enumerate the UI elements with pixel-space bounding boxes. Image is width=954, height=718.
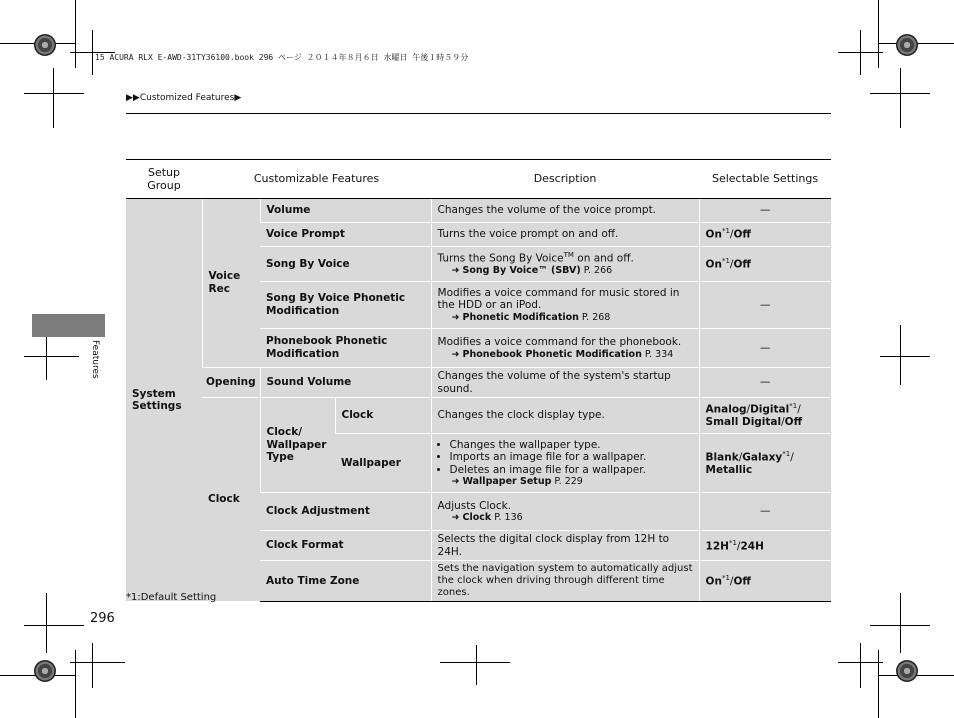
header-selectable-settings: Selectable Settings <box>699 160 831 199</box>
table-row <box>126 398 831 434</box>
crop-mark <box>860 30 861 75</box>
crop-mark <box>880 356 930 357</box>
setting-separator: / <box>797 403 801 416</box>
feature-song-by-voice: Song By Voice <box>260 247 431 282</box>
settings-clock-format <box>699 531 831 561</box>
setting-option: On <box>705 258 722 271</box>
table-header-row <box>126 160 831 199</box>
list-item: • Changes the wallpaper type. <box>450 439 693 452</box>
setting-option: Small Digital <box>705 416 782 429</box>
setting-separator: / <box>746 403 751 416</box>
registration-ball-icon <box>34 660 56 682</box>
footnote-marker: *1 <box>728 538 737 547</box>
header-customizable-features: Customizable Features <box>202 160 431 199</box>
description-phonebook-phonetic <box>431 329 699 368</box>
feature-song-phonetic: Song By Voice Phonetic Modification <box>260 282 431 329</box>
setting-option: Off <box>733 575 751 588</box>
description-clock-adjustment <box>431 493 699 531</box>
registration-ball-icon <box>896 660 918 682</box>
setting-option: 24H <box>740 540 764 553</box>
reference-link[interactable]: Wallpaper Setup <box>462 476 552 488</box>
crop-mark <box>53 68 54 128</box>
footnote-marker: *1 <box>789 402 798 411</box>
setting-separator: / <box>736 540 741 553</box>
description-text: Turns the Song By Voice <box>437 252 564 265</box>
settings-song-by-voice <box>699 247 831 282</box>
crop-mark <box>70 662 125 663</box>
settings-phonebook-phonetic: — <box>699 329 831 368</box>
setting-option: On <box>705 228 722 241</box>
crop-mark <box>46 593 47 653</box>
reference-arrow-icon: ➜ <box>451 311 460 323</box>
file-header: 15 ACURA RLX E-AWD-31TY36100.book 296 ページ ２０１４年８月６日 水曜日 午後１時５９分 <box>95 53 469 62</box>
settings-volume: — <box>699 199 831 223</box>
list-item: • Imports an image file for a wallpaper. <box>450 451 693 464</box>
subgroup-voice-rec: Voice Rec <box>202 199 260 368</box>
settings-voice-prompt <box>699 223 831 247</box>
cross-reference <box>452 476 693 487</box>
reference-page: P. 266 <box>580 265 613 277</box>
page-number: 296 <box>90 611 115 626</box>
footnote-marker: *1 <box>721 574 730 583</box>
description-text: Modifies a voice command for music stored in the HDD or an iPod. <box>437 286 680 312</box>
header-description: Description <box>431 160 699 199</box>
setting-option: Digital <box>750 403 790 416</box>
breadcrumb-prefix: ▶▶ <box>126 93 140 103</box>
setting-option: Blank <box>705 451 739 464</box>
settings-clock-adjustment: — <box>699 493 831 531</box>
list-item: • Deletes an image file for a wallpaper. <box>450 464 693 477</box>
description-song-phonetic <box>431 282 699 329</box>
crop-mark <box>440 662 510 663</box>
reference-arrow-icon: ➜ <box>451 265 460 277</box>
crop-mark <box>24 356 79 357</box>
setting-option: Off <box>784 416 803 429</box>
crop-mark <box>92 30 93 75</box>
cross-reference <box>452 512 693 523</box>
setting-separator: / <box>738 451 743 464</box>
footnote: *1:Default Setting <box>126 592 217 603</box>
setting-separator: / <box>729 228 734 241</box>
breadcrumb-section-link[interactable]: Customized Features <box>139 93 235 103</box>
description-song-by-voice <box>431 247 699 282</box>
description-text: Modifies a voice command for the phonebook. <box>437 336 682 348</box>
crop-mark <box>92 643 93 688</box>
setting-option: Analog <box>705 403 747 416</box>
crop-mark <box>46 330 47 380</box>
cross-reference <box>452 349 693 360</box>
settings-clock <box>699 398 831 434</box>
registration-ball-icon <box>896 34 918 56</box>
setting-option: On <box>705 575 722 588</box>
breadcrumb-suffix: ▶ <box>234 93 242 103</box>
description-text: on and off. <box>573 252 634 265</box>
feature-sound-volume: Sound Volume <box>260 368 431 398</box>
setting-option: Off <box>733 258 751 271</box>
reference-page: P. 334 <box>641 348 674 360</box>
subgroup-clock: Clock <box>202 398 260 602</box>
reference-link[interactable]: Clock <box>462 512 492 524</box>
breadcrumb <box>126 93 241 103</box>
setting-option: 12H <box>705 540 729 553</box>
crop-mark <box>24 625 84 626</box>
crop-mark <box>24 93 84 94</box>
crop-mark <box>878 0 879 68</box>
crop-mark <box>900 325 901 385</box>
crop-mark <box>900 68 901 128</box>
reference-link[interactable]: Song By Voice™ (SBV) <box>462 265 581 277</box>
description-voice-prompt: Turns the voice prompt on and off. <box>431 223 699 247</box>
settings-table <box>126 159 831 602</box>
header-setup-group: Setup Group <box>126 160 202 199</box>
description-auto-time-zone: Sets the navigation system to automatically adjust the clock when driving through different time zones. <box>431 561 699 602</box>
settings-song-phonetic: — <box>699 282 831 329</box>
footnote-marker: *1 <box>721 256 730 265</box>
cross-reference <box>452 265 693 276</box>
description-wallpaper <box>431 434 699 493</box>
description-clock-format: Selects the digital clock display from 12H to 24H. <box>431 531 699 561</box>
feature-voice-prompt: Voice Prompt <box>260 223 431 247</box>
reference-page: P. 268 <box>578 311 611 323</box>
description-sound-volume: Changes the volume of the system's startup sound. <box>431 368 699 398</box>
settings-wallpaper <box>699 434 831 493</box>
setting-separator: / <box>729 258 734 271</box>
reference-page: P. 136 <box>491 512 523 524</box>
crop-mark <box>75 650 76 718</box>
side-tab <box>32 314 105 337</box>
reference-link[interactable]: Phonebook Phonetic Modification <box>462 348 642 360</box>
reference-arrow-icon: ➜ <box>451 348 460 360</box>
feature-clock-wallpaper-type: Clock/ Wallpaper Type <box>260 398 335 493</box>
subgroup-opening: Opening <box>202 368 260 398</box>
cross-reference <box>452 312 693 323</box>
trademark: TM <box>563 251 574 260</box>
footnote-marker: *1 <box>782 449 791 458</box>
setting-option: Galaxy <box>742 451 783 464</box>
reference-link[interactable]: Phonetic Modification <box>462 311 579 323</box>
feature-wallpaper: Wallpaper <box>335 434 431 493</box>
settings-sound-volume: — <box>699 368 831 398</box>
feature-clock-format: Clock Format <box>260 531 431 561</box>
crop-mark <box>900 593 901 653</box>
description-text: Adjusts Clock. <box>437 499 512 512</box>
description-clock: Changes the clock display type. <box>431 398 699 434</box>
crop-mark <box>75 0 76 68</box>
setting-separator: / <box>790 451 794 464</box>
setting-separator: / <box>729 575 734 588</box>
feature-auto-time-zone: Auto Time Zone <box>260 561 431 602</box>
header-rule <box>126 113 831 114</box>
feature-phonebook-phonetic: Phonebook Phonetic Modification <box>260 329 431 368</box>
reference-arrow-icon: ➜ <box>451 476 460 488</box>
feature-clock: Clock <box>335 398 431 434</box>
table-row <box>126 199 831 223</box>
reference-arrow-icon: ➜ <box>451 512 460 524</box>
setting-option: Metallic <box>705 463 753 476</box>
registration-ball-icon <box>34 34 56 56</box>
feature-volume: Volume <box>260 199 431 223</box>
crop-mark <box>878 650 879 718</box>
crop-mark <box>860 643 861 688</box>
feature-clock-adjustment: Clock Adjustment <box>260 493 431 531</box>
group-system-settings: System Settings <box>126 199 202 602</box>
settings-auto-time-zone <box>699 561 831 602</box>
crop-mark <box>476 645 477 685</box>
bullet-list <box>438 439 693 477</box>
setting-option: Off <box>733 228 751 241</box>
table-row <box>126 368 831 398</box>
description-volume: Changes the volume of the voice prompt. <box>431 199 699 223</box>
side-label: Features <box>90 340 100 379</box>
reference-page: P. 229 <box>551 476 583 488</box>
setting-separator: / <box>781 416 785 429</box>
footnote-marker: *1 <box>721 227 730 236</box>
